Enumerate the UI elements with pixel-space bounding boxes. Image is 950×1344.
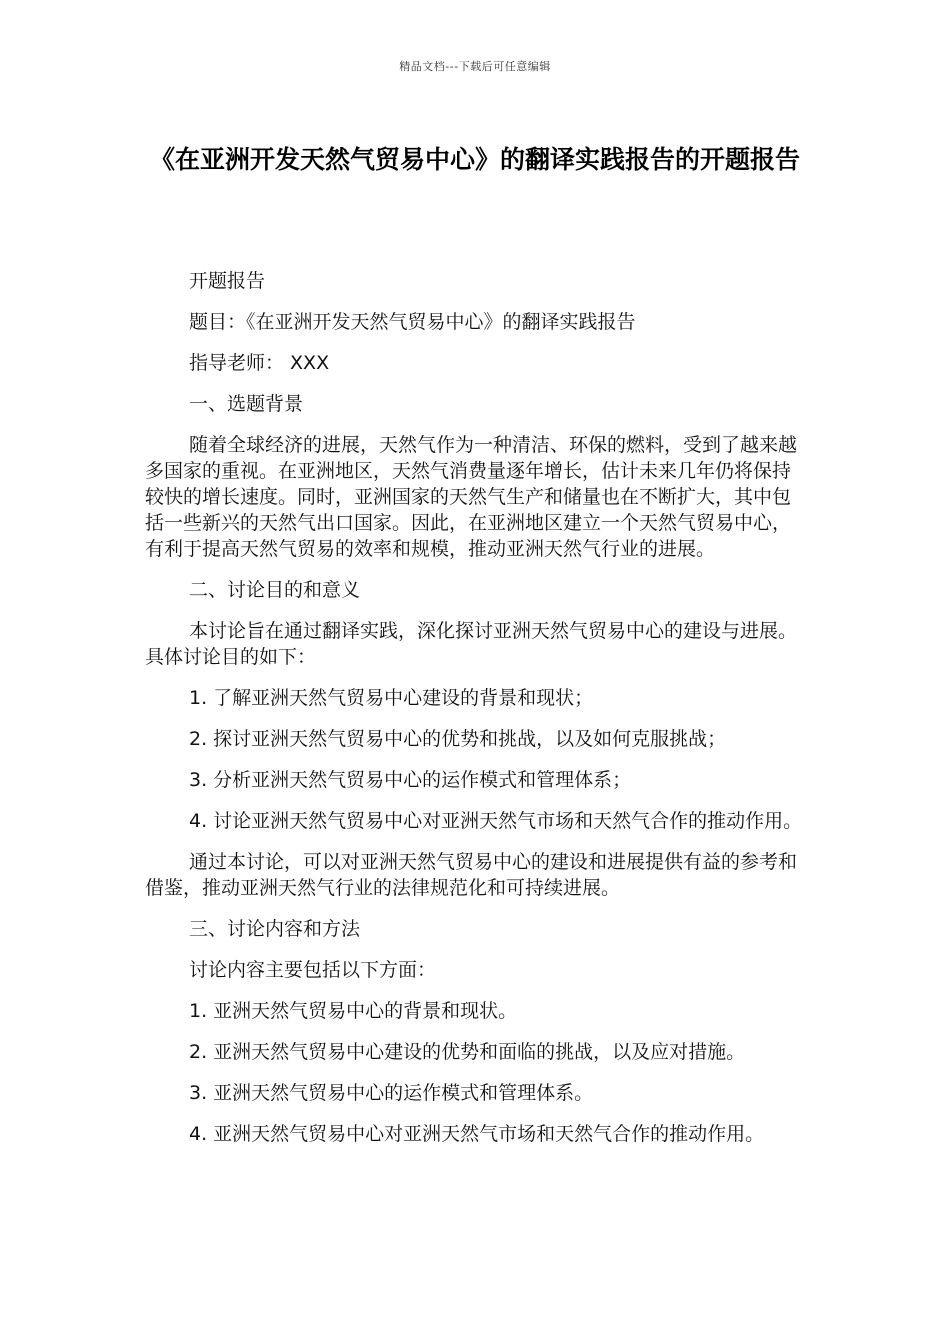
- significance-paragraph: 通过本讨论，可以对亚洲天然气贸易中心的建设和进展提供有益的参考和借鉴，推动亚洲天然气行业的法律规范化和可持续进展。: [145, 851, 798, 899]
- topic-line: 题目：《在亚洲开发天然气贸易中心》的翻译实践报告: [189, 311, 636, 333]
- content-intro-line: 讨论内容主要包括以下方面：: [189, 959, 437, 981]
- page-header-note: 精品文档---下载后可任意编辑: [399, 60, 551, 73]
- content-list-item-2: 2. 亚洲天然气贸易中心建设的优势和面临的挑战，以及应对措施。: [189, 1041, 746, 1063]
- purpose-list-item-4: 4. 讨论亚洲天然气贸易中心对亚洲天然气市场和天然气合作的推动作用。: [189, 810, 803, 832]
- purpose-list-item-3: 3. 分析亚洲天然气贸易中心的运作模式和管理体系；: [189, 769, 632, 791]
- section-label: 开题报告: [189, 270, 266, 292]
- purpose-list-item-2: 2. 探讨亚洲天然气贸易中心的优势和挑战，以及如何克服挑战；: [189, 728, 727, 750]
- document-title: 《在亚洲开发天然气贸易中心》的翻译实践报告的开题报告: [149, 145, 800, 174]
- document-body: [145, 268, 805, 1162]
- content-list-item-4: 4. 亚洲天然气贸易中心对亚洲天然气市场和天然气合作的推动作用。: [189, 1123, 765, 1145]
- section-heading-background: 一、选题背景: [189, 393, 304, 415]
- section-heading-purpose: 二、讨论目的和意义: [189, 579, 361, 601]
- content-list-item-1: 1. 亚洲天然气贸易中心的背景和现状。: [189, 1000, 518, 1022]
- background-paragraph: 随着全球经济的进展，天然气作为一种清洁、环保的燃料，受到了越来越多国家的重视。在亚洲地区，天然气消费量逐年增长，估计未来几年仍将保持较快的增长速度。同时，亚洲国家的天然气生产和储量也在不断扩大，其中包括一些新兴的天然气出口国家。因此，在亚洲地区建立一个天然气贸易中心，有利于提高天然气贸易的效率和规模，推动亚洲天然气行业的进展。: [145, 434, 798, 560]
- purpose-list-item-1: 1. 了解亚洲天然气贸易中心建设的背景和现状；: [189, 687, 594, 709]
- advisor-line: 指导老师： XXX: [189, 352, 330, 374]
- purpose-intro-paragraph: 本讨论旨在通过翻译实践，深化探讨亚洲天然气贸易中心的建设与进展。具体讨论目的如下：: [145, 620, 798, 668]
- section-heading-content-method: 三、讨论内容和方法: [189, 918, 361, 940]
- content-list-item-3: 3. 亚洲天然气贸易中心的运作模式和管理体系。: [189, 1082, 594, 1104]
